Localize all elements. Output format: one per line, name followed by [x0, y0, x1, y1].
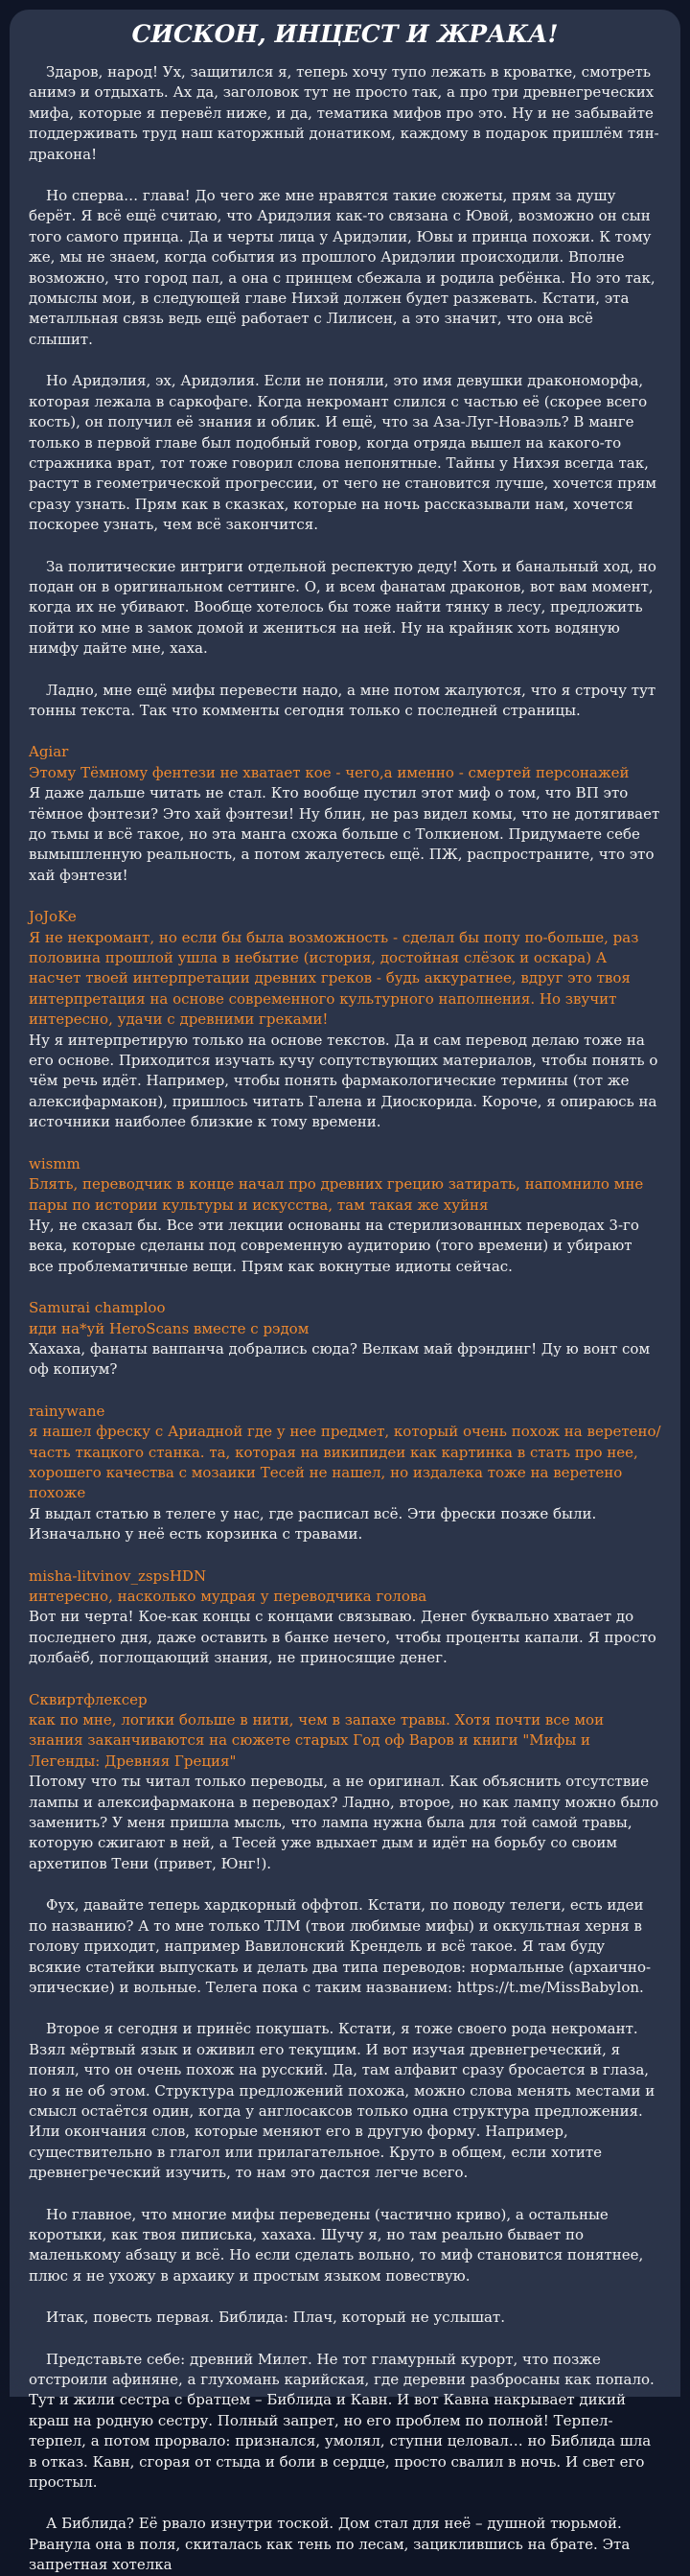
article-panel	[10, 10, 680, 2574]
translator-reply: Я выдал статью в телеге у нас, где расписал всё. Эти фрески позже были. Изначально у неё есть корзинка с травами.	[29, 1504, 597, 1543]
comments-section	[29, 742, 661, 1874]
comment-block	[29, 1402, 661, 1545]
comment-quote: интересно, насколько мудрая у переводчика голова	[29, 1588, 427, 1605]
intro-paragraph: Но сперва… глава! До чего же мне нравятся такие сюжеты, прям за душу берёт. Я всё ещё считаю, что Аридэлия как-то связана с Ювой, возможно он сын того самого принца. Да и черты лица у Аридэлии, Ювы и принца похожи. К тому же, мы не знаем, когда события из прошлого Аридэлии происходили. Вполне возможно, что город пал, а она с принцем сбежала и родила ребёнка. Но это так, домыслы мои, в следующей главе Нихэй должен будет разжевать. Кстати, эта металльная связь ведь ещё работает с Лилисен, а это значит, что она всё слышит.	[29, 187, 656, 348]
translator-reply: Ну я интерпретирую только на основе текстов. Да и сам перевод делаю тоже на его основе. Приходится изучать кучу сопутствующих материалов, чтобы понять о чём речь идёт. Например, чтобы понять фармакологические термины (тот же алексифармакон), пришлось читать Галена и Диоскорида. Короче, я опираюсь на источники наиболее близкие к тому времени.	[29, 1031, 658, 1131]
translator-reply: Вот ни черта! Кое-как концы с концами связываю. Денег буквально хватает до последнего дня, даже оставить в банке нечего, чтобы проценты капали. Я просто долбаёб, поглощающий знания, не приносящие денег.	[29, 1608, 656, 1667]
comment-block	[29, 1690, 661, 1875]
outro-paragraph: А Библида? Её рвало изнутри тоской. Дом стал для неё – душной тюрьмой. Рванула она в поля, скиталась как тень по лесам, зациклившись на брате. Эта запретная хотелка	[29, 2515, 631, 2574]
comment-username: wismm	[29, 1154, 80, 1172]
outro-section	[29, 1895, 661, 2575]
comment-quote: Блять, переводчик в конце начал про древних грецию затирать, напомнило мне пары по истории культуры и искусства, там такая же хуйня	[29, 1175, 644, 1214]
translator-reply: Ну, не сказал бы. Все эти лекции основаны на стерилизованных переводах 3-го века, которые сделаны под современную аудиторию (того времени) и убирают все проблематичные вещи. Прям как вокнутые идиоты сейчас.	[29, 1216, 639, 1275]
comment-username: rainywane	[29, 1402, 105, 1420]
page-title: СИСКОН, ИНЦЕСТ И ЖРАКА!	[131, 20, 559, 48]
intro-paragraph: Но Аридэлия, эх, Аридэлия. Если не поняли, это имя девушки дракономорфа, которая лежала в саркофаге. Когда некромант слился с частью её (скорее всего кость), он получил её знания и облик. И ещё, что за Аза-Луг-Новаэль? В манге только в первой главе был подобный говор, когда отряда вышел на какого-то стражника врат, тот тоже говорил слова непонятные. Тайны у Нихэя всегда так, растут в геометрической прогрессии, от чего не становится лучше, хочется прям сразу узнать. Прям как в сказках, которые на ночь рассказывали нам, хочется поскорее узнать, чем всё закончится.	[29, 372, 657, 534]
outro-paragraph: Представьте себе: древний Милет. Не тот гламурный курорт, что позже отстроили афиняне, а глухомань карийская, где деревни разбросаны как попало. Тут и жили сестра с братцем – Библида и Кавн. И вот Кавна накрывает дикий краш на родную сестру. Полный запрет, но его проблем по полной! Терпел-терпел, а потом прорвало: признался, умолял, ступни целовал… но Библида шла в отказ. Кавн, сгорая от стыда и боли в сердце, просто свалил в ночь. И свет его простыл.	[29, 2350, 655, 2492]
comment-block	[29, 1566, 661, 1669]
comment-quote: иди на*уй HeroScans вместе с рэдом	[29, 1319, 310, 1337]
intro-paragraph: За политические интриги отдельной респектую деду! Хоть и банальный ход, но подан он в оригинальном сеттинге. О, и всем фанатам драконов, вот вам момент, когда их не убивают. Вообще хотелось бы тоже найти тянку в лесу, предложить пойти ко мне в замок домой и жениться на ней. Ну на крайняк хоть водяную нимфу дайте мне, хаха.	[29, 557, 656, 658]
translator-reply: Хахаха, фанаты ванпанча добрались сюда? Велкам май фрэндинг! Ду ю вонт сом оф копиум?	[29, 1339, 651, 1379]
comment-username: Samurai champloo	[29, 1299, 166, 1317]
comment-quote: Этому Тёмному фентези не хватает кое - чего,а именно - смертей персонажей	[29, 763, 630, 781]
outro-paragraph: Итак, повесть первая. Библида: Плач, который не услышат.	[46, 2309, 505, 2327]
comment-username: Сквиртфлексер	[29, 1690, 148, 1708]
comment-block	[29, 1298, 661, 1381]
translator-reply: Потому что ты читал только переводы, а не оригинал. Как объяснить отсутствие лампы и алексифармакона в переводах? Ладно, второе, но как лампу можно было заменить? У меня пришла мысль, что лампа нужна была для той самой травы, которую сжигают в ней, а Тесей уже вдыхает дым и идёт на борьбу со своим архетипов Тени (привет, Юнг!).	[29, 1773, 659, 1872]
intro-section	[29, 62, 661, 721]
comment-username: JoJoKe	[29, 908, 77, 926]
outro-paragraph: Фух, давайте теперь хардкорный оффтоп. Кстати, по поводу телеги, есть идеи по названию? А то мне только ТЛМ (твои любимые мифы) и оккультная херня в голову приходит, например Вавилонский Крендель и всё такое. Я там буду всякие статейки выпускать и делать два типа переводов: нормальные (архаично-эпические) и вольные. Телега пока с таким названием: https://t.me/MissBabylon.	[29, 1896, 652, 1996]
outro-paragraph: Второе я сегодня и принёс покушать. Кстати, я тоже своего рода некромант. Взял мёртвый язык и оживил его текущим. И вот изучая древнегреческий, я понял, что он очень похож на русский. Да, там алфавит сразу бросается в глаза, но я не об этом. Структура предложений похожа, можно слова менять местами и смысл остаётся один, когда у англосаксов только одна структура предложения. Или окончания слов, которые меняют его в другую форму. Например, существительно в глагол или прилагательное. Круто в общем, если хотите древнегреческий изучить, то нам это дастся легче всего.	[29, 2020, 656, 2182]
comment-username: Agiar	[29, 743, 69, 761]
intro-paragraph: Ладно, мне ещё мифы перевести надо, а мне потом жалуются, что я строчу тут тонны текста. Так что комменты сегодня только с последней страницы.	[29, 681, 656, 719]
comment-quote: я нашел фреску с Ариадной где у нее предмет, который очень похож на веретено/часть ткацкого станка. та, которая на википидеи как картинка в стать про нее, хорошего качества с мозаики Тесей не нашел, но издалека тоже на веретено похоже	[29, 1423, 661, 1502]
comment-block	[29, 742, 661, 886]
comment-block	[29, 907, 661, 1132]
outro-paragraph: Но главное, что многие мифы переведены (частично криво), а остальные коротыки, как твоя пиписька, хахаха. Шучу я, но там реально бывает по маленькому абзацу и всё. Но если сделать вольно, то миф становится понятнее, плюс я не ухожу в архаику и простым языком повествую.	[29, 2205, 644, 2285]
intro-paragraph: Здаров, народ! Ух, защитился я, теперь хочу тупо лежать в кроватке, смотреть анимэ и отдыхать. Ах да, заголовок тут не просто так, а про три древнегреческих мифа, которые я перевёл ниже, и да, тематика мифов про это. Ну и не забывайте поддерживать труд наш каторжный донатиком, каждому в подарок пришлём тян-дракона!	[29, 63, 659, 163]
comment-username: misha-litvinov_zspsHDN	[29, 1566, 207, 1585]
comment-quote: как по мне, логики больше в нити, чем в запахе травы. Хотя почти все мои знания заканчиваются на сюжете старых Год оф Варов и книги "Мифы и Легенды: Древняя Греция"	[29, 1711, 605, 1770]
translator-reply: Я даже дальше читать не стал. Кто вообще пустил этот миф о том, что ВП это тёмное фэнтези? Это хай фэнтези! Ну блин, не раз видел комы, что не дотягивает до тьмы и всё такое, но эта манга схожа больше с Толкиеном. Придумаете себе вымышленную реальность, а потом жалуетесь ещё. ПЖ, распространите, что это хай фэнтези!	[29, 784, 660, 884]
comment-block	[29, 1154, 661, 1277]
comment-quote: Я не некромант, но если бы была возможность - сделал бы попу по-больше, раз половина прошлой ушла в небытие (история, достойная слёзок и оскара) А насчет твоей интерпретации древних греков - будь аккуратнее, вдруг это твоя интерпретация на основе современного культурного наполнения. Но звучит интересно, удачи с древними греками!	[29, 928, 639, 1029]
